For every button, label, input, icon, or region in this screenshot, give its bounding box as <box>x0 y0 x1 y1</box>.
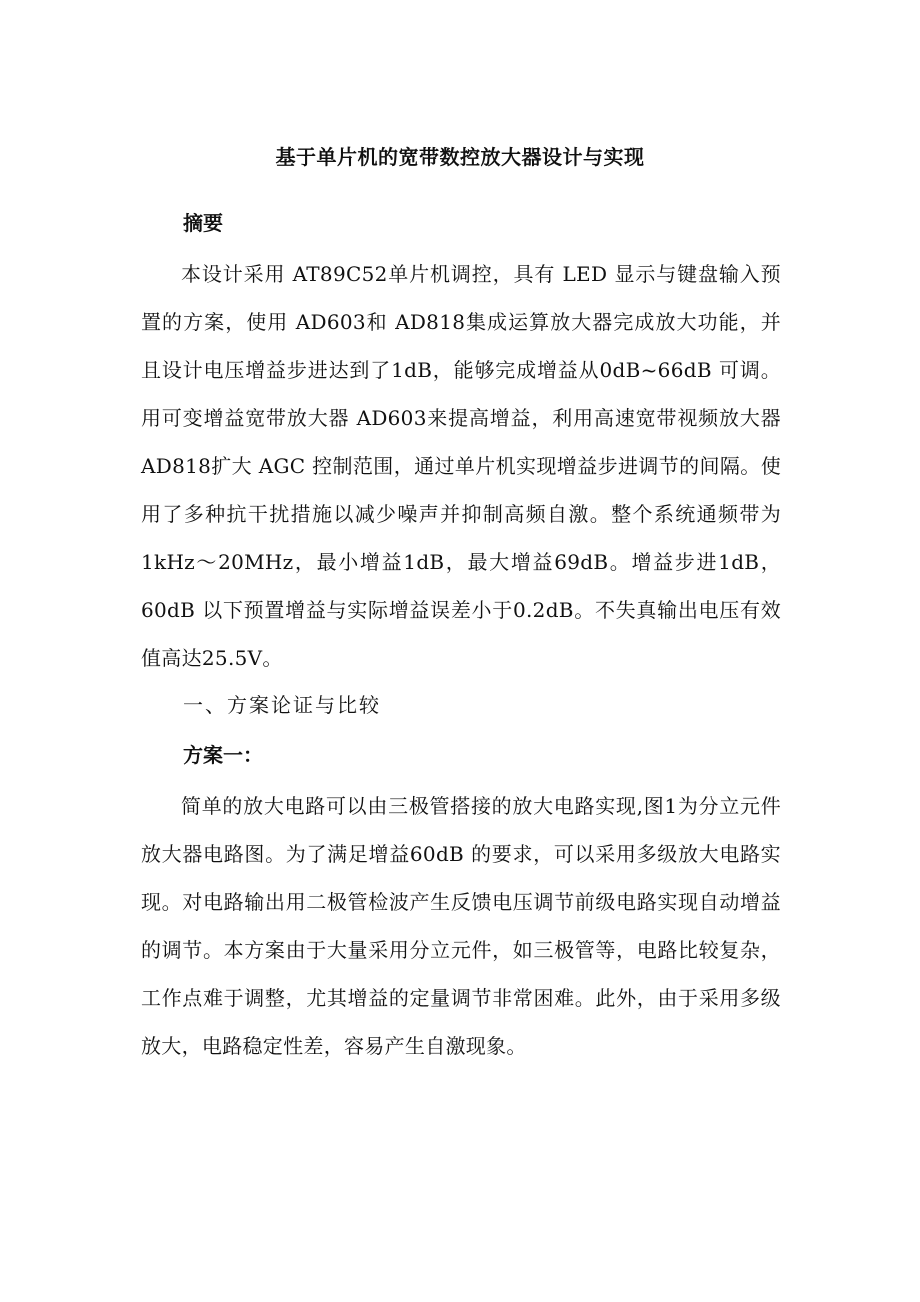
document-title: 基于单片机的宽带数控放大器设计与实现 <box>275 145 645 169</box>
abstract-paragraph: 本设计采用 AT89C52单片机调控，具有 LED 显示与键盘输入预置的方案，使用 AD603和 AD818集成运算放大器完成放大功能，并且设计电压增益步进达到了1dB，能够完成增益从0dB~66dB 可调。用可变增益宽带放大器 AD603来提高增益，利用高速宽带视频放大器 AD818扩大 AGC 控制范围，通过单片机实现增益步进调节的间隔。使用了多种抗干扰措施以减少噪声并抑制高频自激。整个系统通频带为1kHz～20MHz，最小增益1dB，最大增益69dB。增益步进1dB，60dB 以下预置增益与实际增益误差小于0.2dB。不失真输出电压有效值高达25.5V。 <box>141 262 781 670</box>
scheme-one-paragraph: 简单的放大电路可以由三极管搭接的放大电路实现,图1为分立元件放大器电路图。为了满足增益60dB 的要求，可以采用多级放大电路实现。对电路输出用二极管检波产生反馈电压调节前级电路实现自动增益的调节。本方案由于大量采用分立元件，如三极管等，电路比较复杂，工作点难于调整，尤其增益的定量调节非常困难。此外，由于采用多级放大，电路稳定性差，容易产生自激现象。 <box>141 794 781 1058</box>
section-heading: 一、方案论证与比较 <box>183 693 381 717</box>
abstract-heading: 摘要 <box>183 211 223 235</box>
scheme-one-heading: 方案一： <box>183 743 263 767</box>
